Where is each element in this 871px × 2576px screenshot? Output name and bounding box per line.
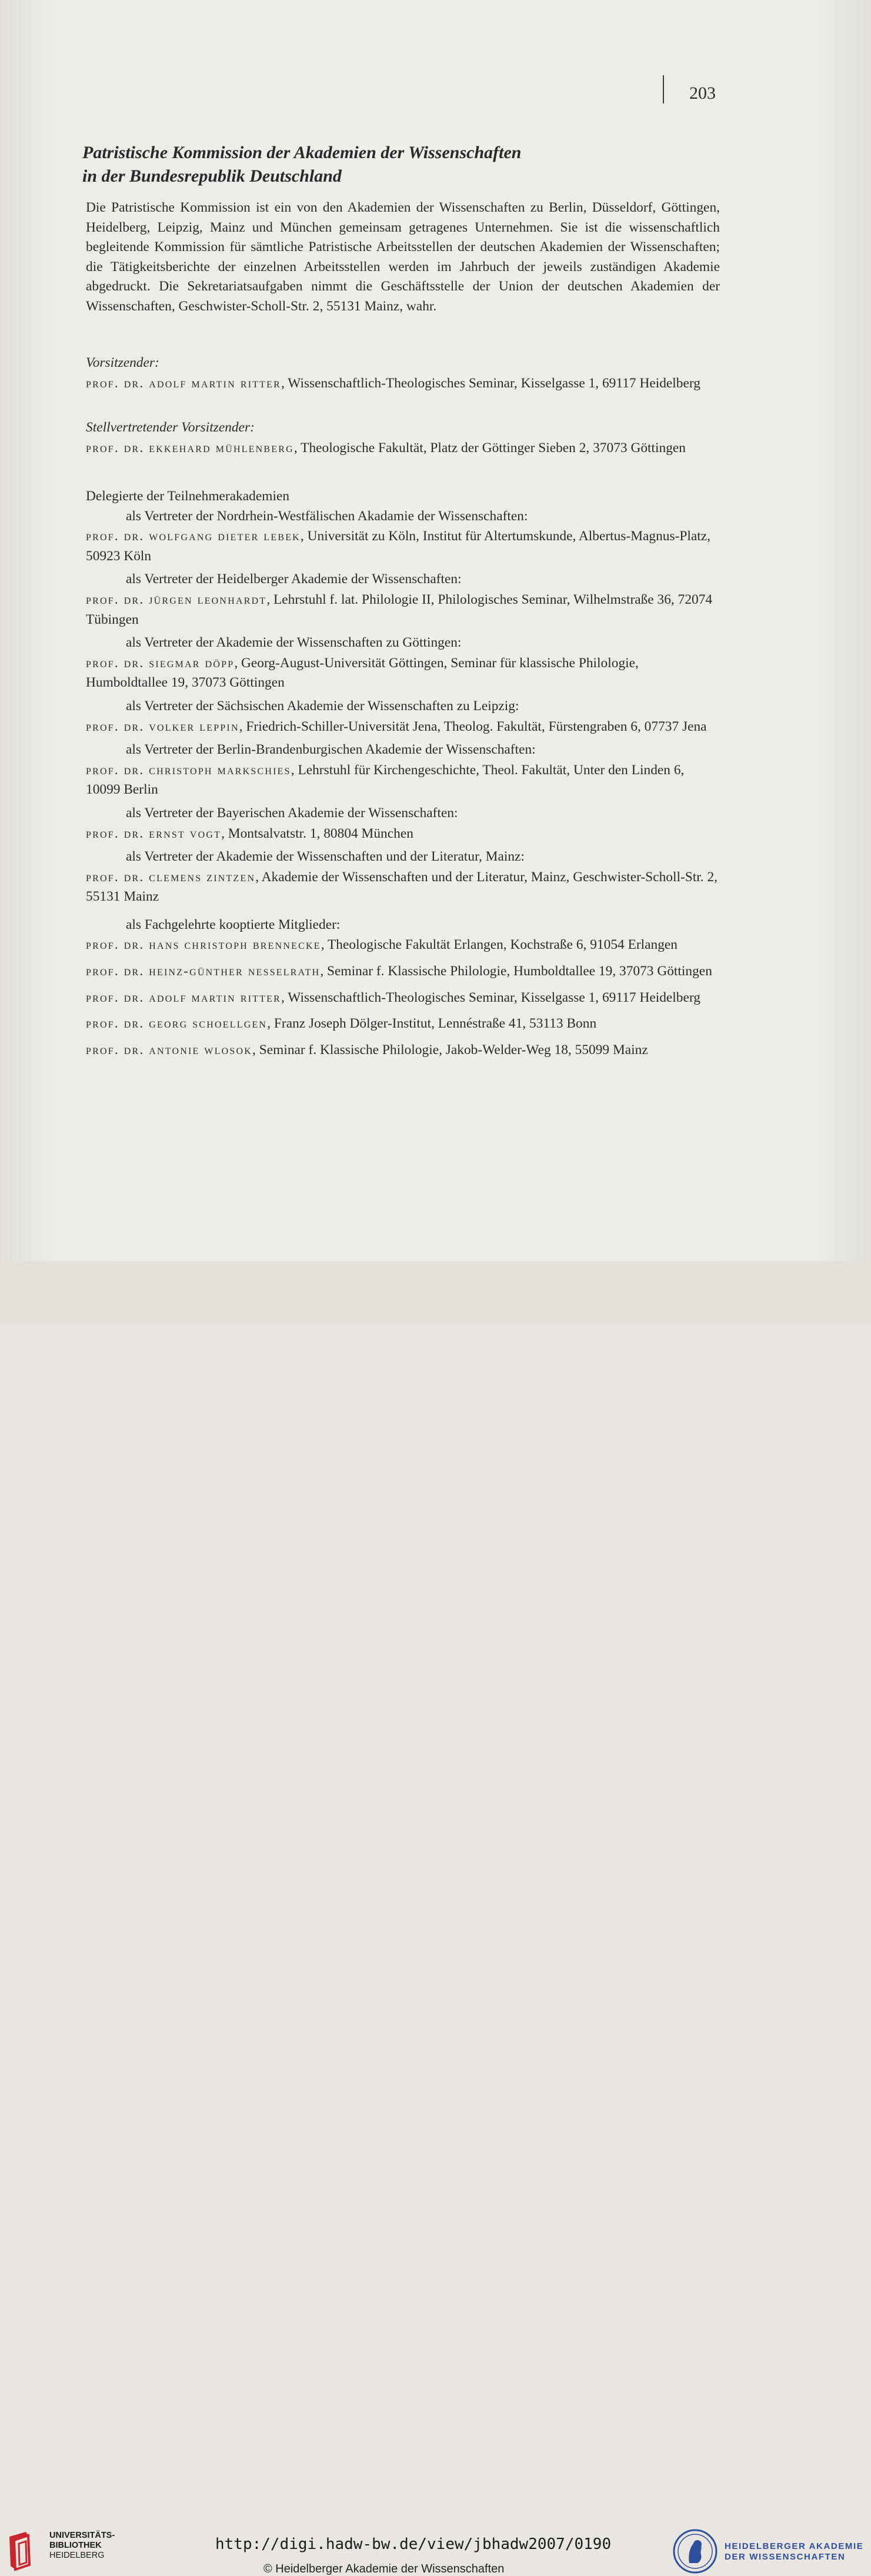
delegate-label: als Vertreter der Berlin-Brandenburgischen Akademie der Wissenschaften: bbox=[126, 742, 536, 758]
vice-chair-text bbox=[86, 438, 721, 459]
coopted-name: prof. dr. georg schoellgen bbox=[86, 1016, 268, 1031]
academy-line-1: HEIDELBERGER AKADEMIE bbox=[725, 2541, 864, 2551]
viewer-footer bbox=[0, 1261, 871, 2575]
delegate-details: , Akademie der Wissenschaften und der Literatur, Mainz, Geschwister-Scholl-Str. 2, 55131 Mainz bbox=[86, 869, 718, 905]
header-rule bbox=[663, 75, 664, 103]
title-line-2: in der Bundesrepublik Deutschland bbox=[82, 166, 342, 186]
delegate-entry bbox=[86, 717, 721, 737]
delegate-details: , Universität zu Köln, Institut für Altertumskunde, Albertus-Magnus-Platz, 50923 Köln bbox=[86, 528, 710, 564]
university-library-logo-icon bbox=[6, 2530, 46, 2573]
chair-text bbox=[86, 373, 721, 394]
coopted-name: prof. dr. antonie wlosok bbox=[86, 1042, 253, 1057]
delegates-heading: Delegierte der Teilnehmerakademien bbox=[86, 489, 290, 504]
coopted-name: prof. dr. hans christoph brennecke bbox=[86, 937, 321, 952]
delegate-label: als Vertreter der Nordrhein-Westfälischen Akadamie der Wissenschaften: bbox=[126, 508, 528, 524]
copyright-notice: © Heidelberger Akademie der Wissenschaften bbox=[263, 2562, 505, 2575]
chair-role: Vorsitzender: bbox=[86, 355, 159, 370]
coopted-details: , Seminar f. Klassische Philologie, Jakob-Welder-Weg 18, 55099 Mainz bbox=[252, 1042, 648, 1058]
delegates-section bbox=[86, 487, 721, 1060]
vice-chair-details: , Theologische Fakultät, Platz der Göttinger Sieben 2, 37073 Göttingen bbox=[293, 440, 686, 456]
delegate-name: prof. dr. volker leppin bbox=[86, 718, 239, 734]
intro-paragraph: Die Patristische Kommission ist ein von den Akademien der Wissenschaften zu Berlin, Düsseldorf, Göttingen, Heidelberg, Leipzig, Mainz und München gemeinsam getragenes Unternehmen. Sie ist die wissenschaftlich begleitende Kommission für sämtliche Patristische Arbeitsstellen der deutschen Akademien der Wissenschaften; die Tätigkeitsberichte der einzelnen Arbeitsstellen werden im Jahrbuch der jeweils zuständigen Akademie abgedruckt. Die Sekretariatsaufgaben nimmt die Geschäftsstelle der Union der deutschen Akademien der Wissenschaften, Geschwister-Scholl-Str. 2, 55131 Mainz, wahr. bbox=[86, 200, 720, 314]
coopted-entry bbox=[86, 961, 721, 982]
delegate-label: als Vertreter der Bayerischen Akademie der Wissenschaften: bbox=[126, 805, 458, 821]
delegate-entry bbox=[86, 526, 721, 566]
library-line-3: HEIDELBERG bbox=[49, 2551, 105, 2560]
coopted-name: prof. dr. adolf martin ritter bbox=[86, 989, 282, 1005]
delegate-name: prof. dr. siegmar döpp bbox=[86, 655, 235, 670]
coopted-entry bbox=[86, 988, 721, 1008]
coopted-details: , Theologische Fakultät Erlangen, Kochstraße 6, 91054 Erlangen bbox=[321, 937, 678, 953]
chair-entry bbox=[86, 353, 721, 393]
chair-name: prof. dr. adolf martin ritter bbox=[86, 375, 282, 390]
delegate-label: als Vertreter der Heidelberger Akademie der Wissenschaften: bbox=[126, 571, 462, 587]
permalink-url[interactable]: http://digi.hadw-bw.de/view/jbhadw2007/0190 bbox=[215, 2535, 612, 2553]
delegate-entry bbox=[86, 867, 721, 907]
delegate-details: , Friedrich-Schiller-Universität Jena, Theolog. Fakultät, Fürstengraben 6, 07737 Jena bbox=[239, 718, 707, 734]
delegate-name: prof. dr. wolfgang dieter lebek bbox=[86, 528, 301, 544]
coopted-name: prof. dr. heinz-günther nesselrath bbox=[86, 964, 321, 979]
page-number: 203 bbox=[689, 83, 716, 103]
page-title bbox=[82, 141, 729, 188]
delegate-label: als Vertreter der Akademie der Wissenschaften zu Göttingen: bbox=[126, 635, 462, 651]
academy-name bbox=[725, 2541, 863, 2562]
delegate-name: prof. dr. jürgen leonhardt bbox=[86, 591, 267, 607]
coopted-heading: als Fachgelehrte kooptierte Mitglieder: bbox=[126, 916, 341, 932]
university-library-name bbox=[49, 2531, 115, 2561]
coopted-details: , Franz Joseph Dölger-Institut, Lennéstraße 41, 53113 Bonn bbox=[267, 1016, 597, 1032]
chair-details: , Wissenschaftlich-Theologisches Seminar, Kisselgasse 1, 69117 Heidelberg bbox=[281, 375, 700, 391]
delegate-entry bbox=[86, 824, 721, 844]
coopted-entry bbox=[86, 1013, 721, 1034]
delegate-name: prof. dr. christoph markschies bbox=[86, 762, 291, 777]
academy-line-2: DER WISSENSCHAFTEN bbox=[725, 2552, 846, 2562]
vice-chair-entry bbox=[86, 418, 721, 458]
delegate-name: prof. dr. ernst vogt bbox=[86, 825, 222, 841]
delegate-details: , Montsalvatstr. 1, 80804 München bbox=[221, 825, 413, 841]
coopted-entry bbox=[86, 1040, 721, 1060]
delegate-details: , Lehrstuhl für Kirchengeschichte, Theol. Fakultät, Unter den Linden 6, 10099 Berlin bbox=[86, 762, 685, 798]
library-line-1: UNIVERSITÄTS- bbox=[49, 2531, 115, 2540]
scanned-page bbox=[0, 0, 871, 1261]
delegate-label: als Vertreter der Akademie der Wissenschaften und der Literatur, Mainz: bbox=[126, 849, 525, 865]
delegate-details: , Georg-August-Universität Göttingen, Seminar für klassische Philologie, Humboldtallee 19, 37073 Göttingen bbox=[86, 655, 639, 691]
title-line-1: Patristische Kommission der Akademien der Wissenschaften bbox=[82, 143, 522, 162]
delegate-entry bbox=[86, 653, 721, 693]
coopted-details: , Seminar f. Klassische Philologie, Humboldtallee 19, 37073 Göttingen bbox=[320, 964, 712, 979]
academy-seal-icon bbox=[672, 2528, 719, 2575]
delegate-name: prof. dr. clemens zintzen bbox=[86, 869, 256, 884]
coopted-entry bbox=[86, 935, 721, 955]
coopted-details: , Wissenschaftlich-Theologisches Seminar, Kisselgasse 1, 69117 Heidelberg bbox=[281, 989, 700, 1005]
delegate-entry bbox=[86, 590, 721, 630]
vice-chair-role: Stellvertretender Vorsitzender: bbox=[86, 420, 255, 435]
delegate-label: als Vertreter der Sächsischen Akademie der Wissenschaften zu Leipzig: bbox=[126, 698, 519, 714]
delegate-entry bbox=[86, 760, 721, 800]
vice-chair-name: prof. dr. ekkehard mühlenberg bbox=[86, 440, 294, 455]
library-line-2: BIBLIOTHEK bbox=[49, 2541, 102, 2550]
delegate-details: , Lehrstuhl f. lat. Philologie II, Philologisches Seminar, Wilhelmstraße 36, 72074 Tübingen bbox=[86, 591, 713, 627]
